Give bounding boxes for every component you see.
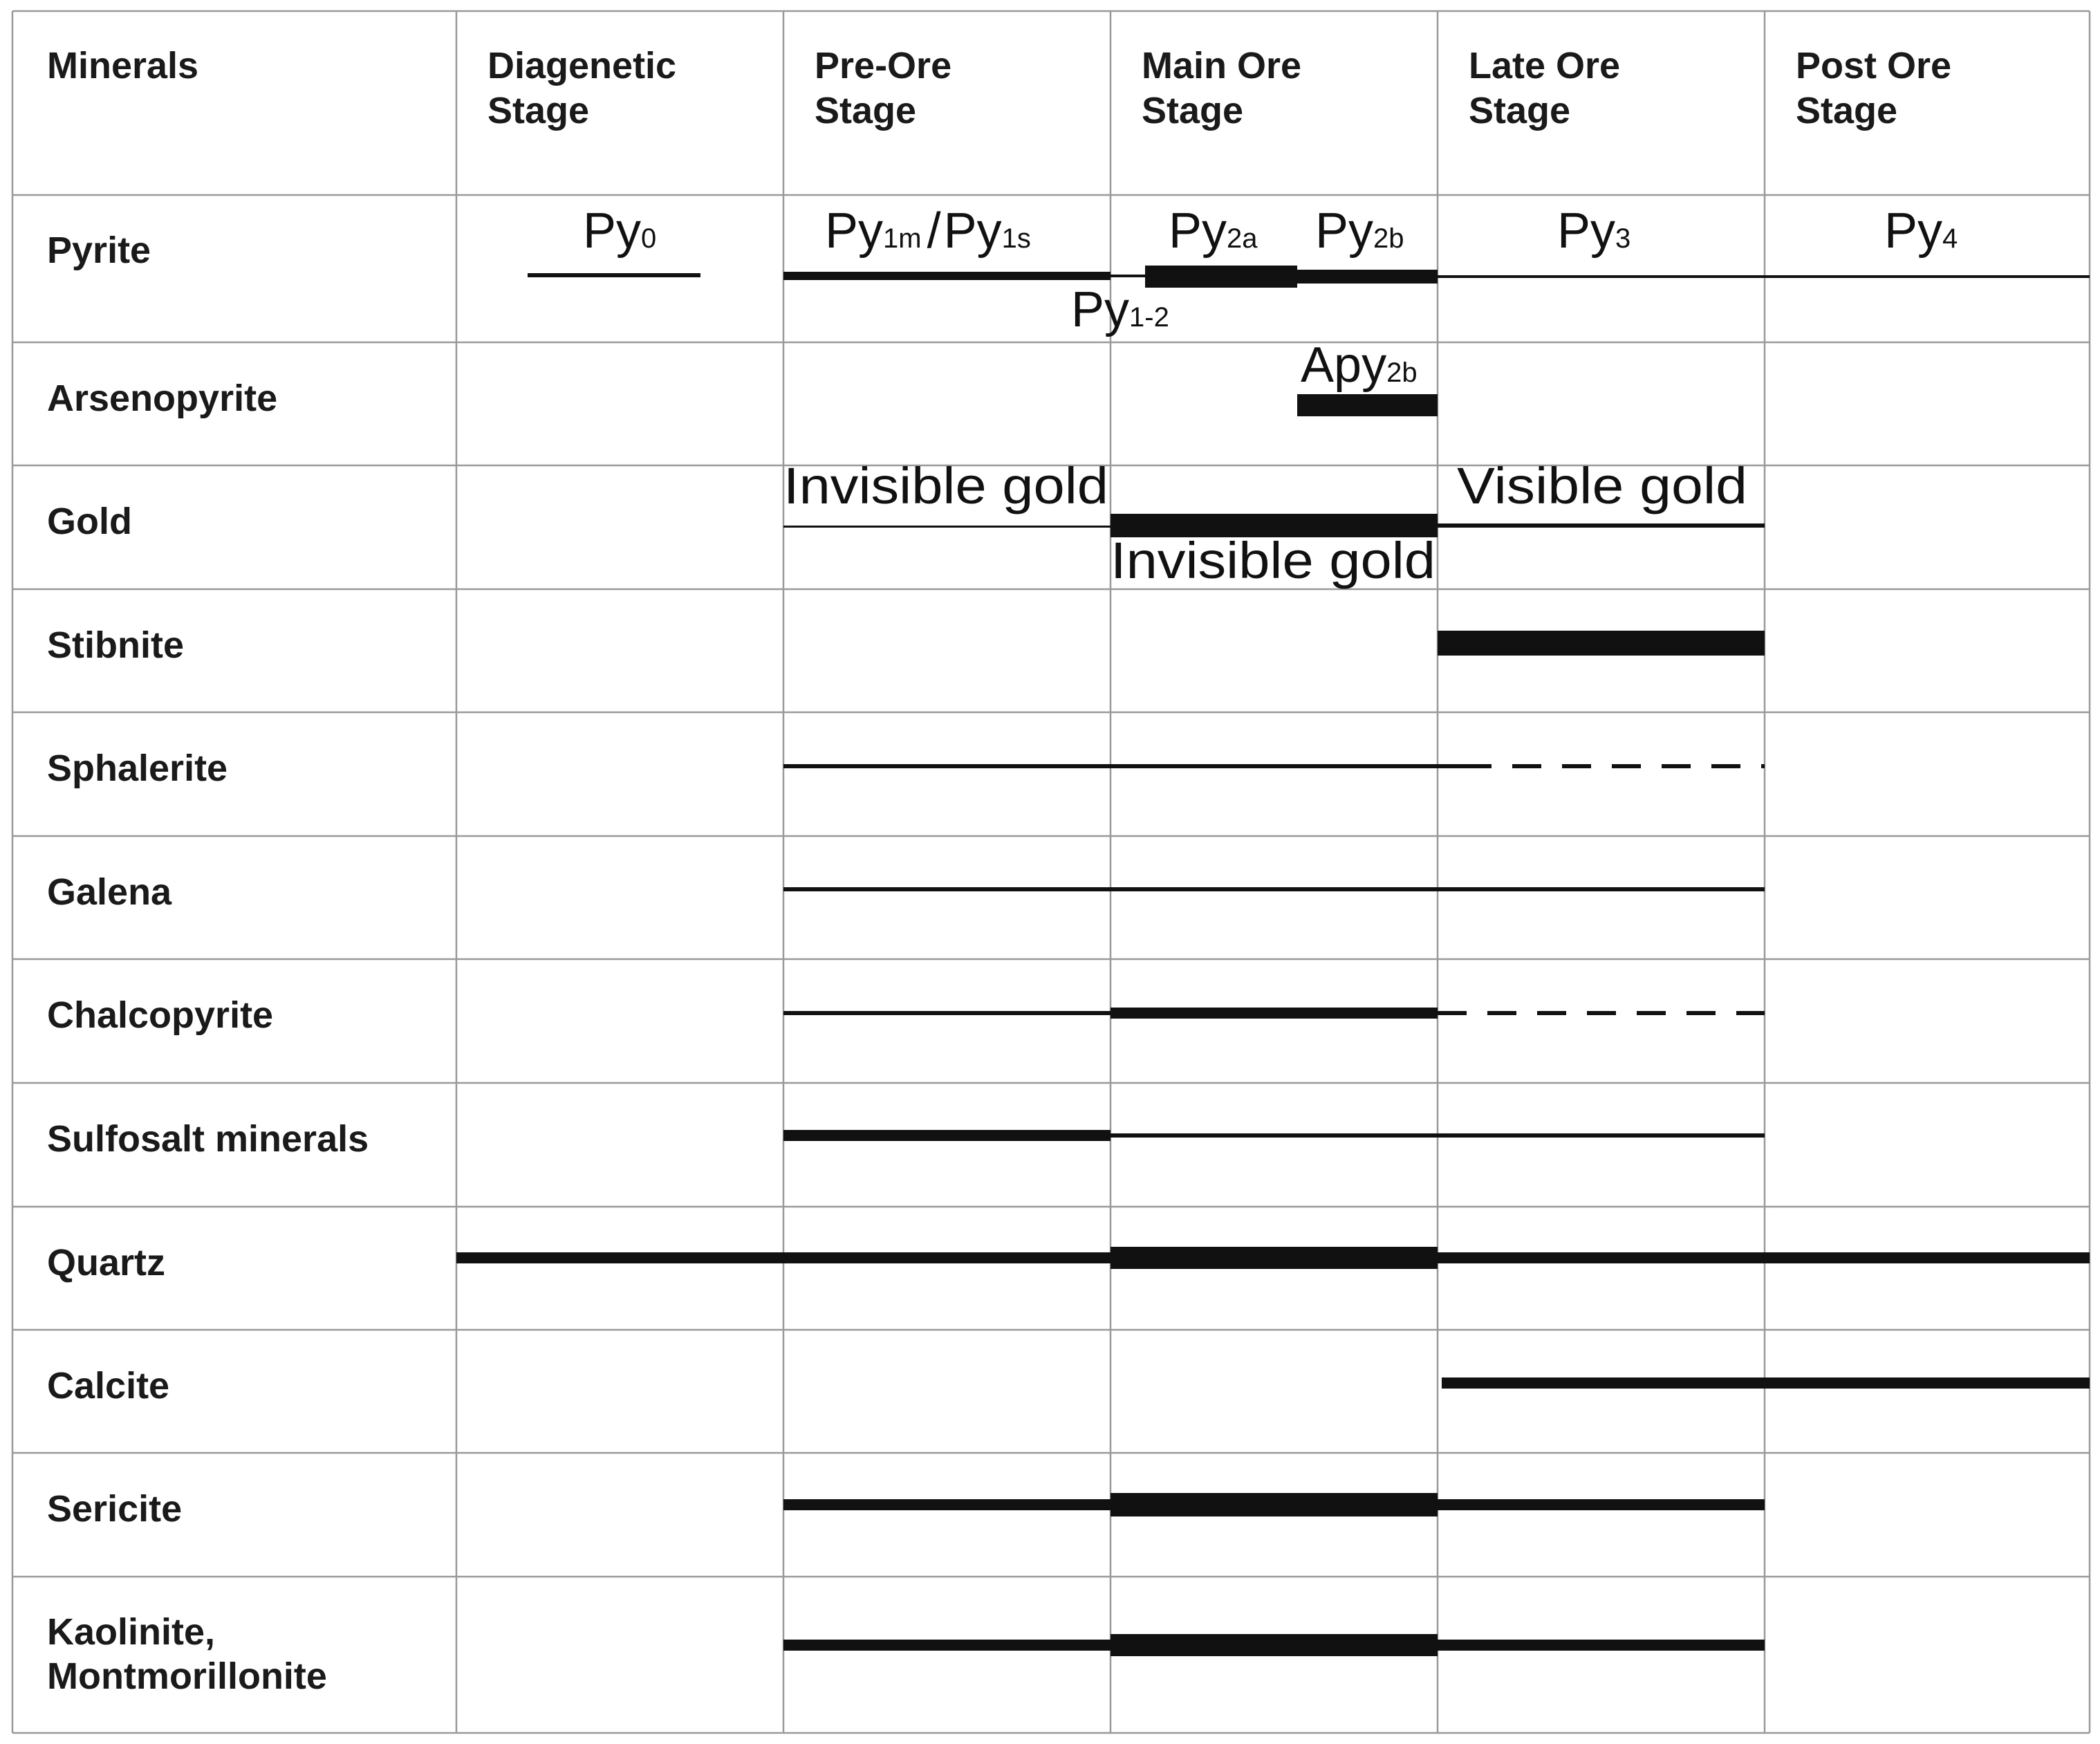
py4-label [1884,203,1958,259]
gold-late-ore-bar [1438,523,1765,528]
mineral-label-chalcopyrite: Chalcopyrite [47,994,274,1036]
sericite-late-ore-bar [1438,1499,1765,1510]
py3-base: Py [1557,203,1616,259]
grid [12,11,2090,1733]
apy2b-label [1301,337,1418,393]
py2a-base: Py [1169,203,1227,259]
mineral-labels [47,230,369,1697]
apy2b-base: Apy [1301,337,1387,393]
sphalerite-bar [783,764,1462,768]
stage-header-diagenetic: Diagenetic [487,45,677,86]
py1s-sub: 1s [1001,223,1031,254]
py4-base: Py [1884,203,1943,259]
gold-pre-ore-bar [783,526,1111,528]
kaolinite-late-ore-bar [1438,1640,1765,1651]
py4-sub: 4 [1942,223,1958,254]
chalcopyrite-pre-ore-bar [783,1011,1111,1015]
galena-bar [783,887,1765,891]
mineral-label-stibnite: Stibnite [47,624,184,666]
apy2b-sub: 2b [1386,358,1418,388]
sericite-pre-ore-bar [783,1499,1111,1510]
py1-sep: / [927,203,941,259]
stage-header-post-ore-line2: Stage [1796,90,1898,131]
py3-label [1557,203,1630,259]
py1m-base: Py [825,203,884,259]
kaolinite-main-ore-bar [1111,1634,1438,1656]
pyrite-py12-bar [1111,275,1146,277]
stage-header-late-ore: Late Ore [1469,45,1621,86]
py1-label [825,203,1031,259]
py0-base: Py [583,203,642,259]
sulfosalt-main-late-bar [1111,1133,1765,1138]
stage-header-diagenetic-line2: Stage [487,90,590,131]
quartz-main-ore-bar [1111,1247,1438,1269]
mineral-label-sulfosalt: Sulfosalt minerals [47,1118,369,1160]
visible-gold-label: Visible gold [1457,457,1747,514]
stibnite-late-ore-bar [1438,631,1765,656]
py2b-base: Py [1315,203,1374,259]
pyrite-py2a-bar [1145,266,1297,288]
py2a-sub: 2a [1227,223,1258,254]
py0-sub: 0 [641,223,657,254]
chalcopyrite-main-ore-bar [1111,1008,1438,1019]
stage-header-main-ore-line2: Stage [1142,90,1244,131]
mineral-label-calcite: Calcite [47,1365,170,1407]
py2a-label [1169,203,1258,259]
py12-sub: 1-2 [1129,302,1169,333]
py2b-sub: 2b [1373,223,1404,254]
mineral-label-pyrite: Pyrite [47,230,151,271]
pyrite-py1-bar [783,272,1111,280]
header-row [47,45,1951,131]
annotations [583,203,1958,589]
py1m-sub: 1m [883,223,922,254]
calcite-bar [1442,1377,2090,1389]
stage-header-post-ore: Post Ore [1796,45,1952,86]
quartz-late-post-bar [1438,1252,2090,1263]
py12-base: Py [1071,282,1130,337]
mineral-label-sphalerite: Sphalerite [47,748,228,789]
mineral-label-quartz: Quartz [47,1242,166,1283]
py2b-label [1315,203,1404,259]
mineral-label-arsenopyrite: Arsenopyrite [47,378,278,419]
stage-header-main-ore: Main Ore [1142,45,1302,86]
pyrite-py2b-bar [1296,270,1438,284]
duration-bars [456,266,2090,1656]
mineral-label-montmorillonite: Montmorillonite [47,1655,327,1697]
mineral-label-kaolinite: Kaolinite, [47,1611,216,1653]
kaolinite-pre-ore-bar [783,1640,1111,1651]
invisible-gold-pre-ore-label: Invisible gold [783,457,1108,514]
invisible-gold-main-ore-label: Invisible gold [1111,532,1435,589]
quartz-diag-pre-bar [456,1252,1111,1263]
py3-sub: 3 [1615,223,1631,254]
py0-label [583,203,656,259]
stage-header-pre-ore-line2: Stage [815,90,917,131]
mineral-label-gold: Gold [47,501,132,542]
sulfosalt-pre-ore-bar [783,1130,1111,1141]
stage-header-late-ore-line2: Stage [1469,90,1571,131]
stage-header-pre-ore: Pre-Ore [815,45,952,86]
arsenopyrite-apy2b-bar [1297,394,1438,416]
sericite-main-ore-bar [1111,1493,1438,1516]
pyrite-py3-bar [1438,275,1765,278]
minerals-header: Minerals [47,45,199,86]
py1s-base: Py [943,203,1002,259]
pyrite-py0-bar [528,273,700,277]
mineral-label-sericite: Sericite [47,1488,183,1530]
pyrite-py4-bar [1765,275,2090,278]
mineral-label-galena: Galena [47,871,172,913]
py12-label [1071,282,1169,337]
